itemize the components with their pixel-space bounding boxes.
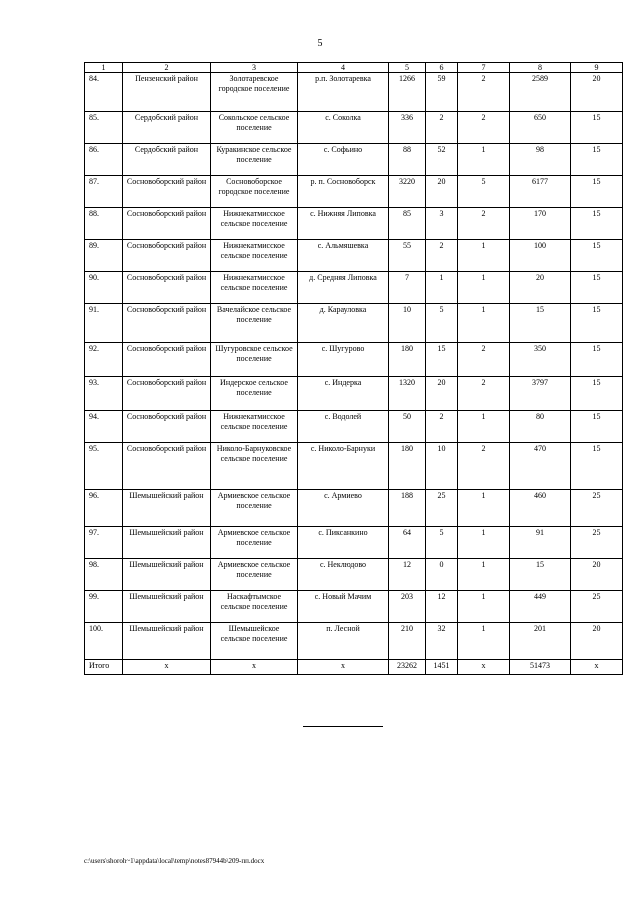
table-cell: 15 <box>571 343 623 377</box>
header-row <box>85 63 623 73</box>
table-cell: Сосновоборское городское поселение <box>211 176 298 208</box>
table-row <box>85 208 623 240</box>
table-cell: 90. <box>85 272 123 304</box>
table-cell: с. Софьино <box>298 144 389 176</box>
table-cell: 20 <box>571 73 623 112</box>
table-cell: 1320 <box>389 377 426 411</box>
table-cell: 1 <box>458 240 510 272</box>
table-row <box>85 527 623 559</box>
table-cell: 15 <box>426 343 458 377</box>
table-cell: 100 <box>510 240 571 272</box>
table-cell: Куракинское сельское поселение <box>211 144 298 176</box>
table-cell: 1 <box>426 272 458 304</box>
total-cell: х <box>298 660 389 675</box>
table-cell: 1 <box>458 490 510 527</box>
table-cell: 84. <box>85 73 123 112</box>
table-cell: д. Средняя Липовка <box>298 272 389 304</box>
table-row <box>85 343 623 377</box>
table-cell: 2 <box>458 377 510 411</box>
total-cell: 1451 <box>426 660 458 675</box>
total-cell: 51473 <box>510 660 571 675</box>
table-cell: 85 <box>389 208 426 240</box>
table-cell: Индерское сельское поселение <box>211 377 298 411</box>
table-cell: п. Лесной <box>298 623 389 660</box>
table-row <box>85 144 623 176</box>
table-row <box>85 411 623 443</box>
total-cell: х <box>571 660 623 675</box>
table-cell: 2 <box>426 411 458 443</box>
table-cell: 5 <box>426 527 458 559</box>
table-cell: 20 <box>426 377 458 411</box>
table-cell: 10 <box>389 304 426 343</box>
table-row <box>85 240 623 272</box>
table-cell: 3 <box>426 208 458 240</box>
page-number: 5 <box>317 38 323 49</box>
table-cell: с. Водолей <box>298 411 389 443</box>
table-cell: 52 <box>426 144 458 176</box>
table-cell: 0 <box>426 559 458 591</box>
table-cell: с. Шугурово <box>298 343 389 377</box>
table-cell: Шемышейский район <box>123 527 211 559</box>
column-header: 5 <box>389 63 426 73</box>
table-cell: 201 <box>510 623 571 660</box>
table-cell: 15 <box>571 208 623 240</box>
table-row <box>85 272 623 304</box>
table-cell: 2 <box>426 112 458 144</box>
table-cell: 100. <box>85 623 123 660</box>
table-cell: 3797 <box>510 377 571 411</box>
column-header: 6 <box>426 63 458 73</box>
table-cell: 15 <box>571 377 623 411</box>
table-cell: 59 <box>426 73 458 112</box>
table-cell: р. п. Сосновоборск <box>298 176 389 208</box>
table-cell: Шемышейское сельское поселение <box>211 623 298 660</box>
table-row <box>85 176 623 208</box>
table-cell: Нижнекатмисское сельское поселение <box>211 272 298 304</box>
table-cell: Сосновоборский район <box>123 240 211 272</box>
table-cell: 1 <box>458 272 510 304</box>
table-cell: 91 <box>510 527 571 559</box>
total-cell: х <box>458 660 510 675</box>
table-cell: 170 <box>510 208 571 240</box>
divider-line <box>303 726 383 727</box>
table-cell: р.п. Золотаревка <box>298 73 389 112</box>
table-cell: 10 <box>426 443 458 490</box>
table-cell: д. Карауловка <box>298 304 389 343</box>
table-cell: 20 <box>510 272 571 304</box>
table-cell: 20 <box>426 176 458 208</box>
table-cell: 3220 <box>389 176 426 208</box>
table-cell: 2589 <box>510 73 571 112</box>
table-cell: Шемышейский район <box>123 559 211 591</box>
file-path-footer: c:\users\shoroh~1\appdata\local\temp\notes87944b\209-пп.docx <box>84 857 265 865</box>
table-cell: Сокольское сельское поселение <box>211 112 298 144</box>
table-cell: 25 <box>426 490 458 527</box>
table-cell: 1 <box>458 144 510 176</box>
table-cell: 6177 <box>510 176 571 208</box>
table-cell: Сосновоборский район <box>123 377 211 411</box>
table-cell: с. Новый Мачим <box>298 591 389 623</box>
table-cell: 650 <box>510 112 571 144</box>
table-cell: 2 <box>458 112 510 144</box>
table-cell: Армиевское сельское поселение <box>211 559 298 591</box>
total-cell: Итого <box>85 660 123 675</box>
table-cell: Золотаревское городское поселение <box>211 73 298 112</box>
table-cell: Сосновоборский район <box>123 208 211 240</box>
table-cell: 210 <box>389 623 426 660</box>
table-row <box>85 623 623 660</box>
table-cell: 1266 <box>389 73 426 112</box>
table-row <box>85 304 623 343</box>
table-cell: 350 <box>510 343 571 377</box>
table-cell: 1 <box>458 623 510 660</box>
table-row <box>85 490 623 527</box>
table-cell: Пензенский район <box>123 73 211 112</box>
table-cell: 85. <box>85 112 123 144</box>
table-cell: Сосновоборский район <box>123 176 211 208</box>
table-cell: 2 <box>458 343 510 377</box>
table-cell: 88 <box>389 144 426 176</box>
table-cell: Шемышейский район <box>123 490 211 527</box>
table-cell: 5 <box>458 176 510 208</box>
table-cell: 2 <box>458 73 510 112</box>
table-cell: 1 <box>458 591 510 623</box>
table-cell: 2 <box>458 208 510 240</box>
table-cell: Армиевское сельское поселение <box>211 527 298 559</box>
table-cell: 97. <box>85 527 123 559</box>
column-header: 3 <box>211 63 298 73</box>
table-cell: с. Альмяшевка <box>298 240 389 272</box>
table-cell: 449 <box>510 591 571 623</box>
table-cell: с. Армиево <box>298 490 389 527</box>
table-cell: 188 <box>389 490 426 527</box>
table-cell: 86. <box>85 144 123 176</box>
table-cell: 15 <box>571 272 623 304</box>
table-cell: 15 <box>571 240 623 272</box>
column-header: 7 <box>458 63 510 73</box>
table-cell: 460 <box>510 490 571 527</box>
table-cell: 15 <box>571 304 623 343</box>
table-cell: Сердобский район <box>123 144 211 176</box>
total-cell: х <box>211 660 298 675</box>
table-cell: Сердобский район <box>123 112 211 144</box>
column-header: 4 <box>298 63 389 73</box>
table-cell: 336 <box>389 112 426 144</box>
table-cell: Наскафтымское сельское поселение <box>211 591 298 623</box>
column-header: 2 <box>123 63 211 73</box>
table-cell: 15 <box>571 144 623 176</box>
table-cell: 470 <box>510 443 571 490</box>
table-cell: 93. <box>85 377 123 411</box>
table-cell: Николо-Барнуковское сельское поселение <box>211 443 298 490</box>
table-cell: 89. <box>85 240 123 272</box>
table-cell: 91. <box>85 304 123 343</box>
table-cell: 96. <box>85 490 123 527</box>
table-cell: с. Соколка <box>298 112 389 144</box>
table-cell: Нижнекатмисское сельское поселение <box>211 240 298 272</box>
table-cell: 1 <box>458 304 510 343</box>
table-cell: 1 <box>458 527 510 559</box>
table-cell: 25 <box>571 490 623 527</box>
table-cell: Нижнекатмисское сельское поселение <box>211 411 298 443</box>
table-cell: 180 <box>389 443 426 490</box>
column-header: 9 <box>571 63 623 73</box>
table-cell: 50 <box>389 411 426 443</box>
table-cell: 15 <box>571 443 623 490</box>
table-cell: Сосновоборский район <box>123 343 211 377</box>
column-header: 1 <box>85 63 123 73</box>
table-cell: 55 <box>389 240 426 272</box>
table-cell: Шугуровское сельское поселение <box>211 343 298 377</box>
table-cell: 98 <box>510 144 571 176</box>
table-cell: Сосновоборский район <box>123 411 211 443</box>
table-cell: 25 <box>571 591 623 623</box>
table-cell: 94. <box>85 411 123 443</box>
table-cell: 15 <box>571 112 623 144</box>
table-row <box>85 443 623 490</box>
table-row <box>85 73 623 112</box>
table-cell: 180 <box>389 343 426 377</box>
table-cell: с. Пиксанкино <box>298 527 389 559</box>
table-cell: Шемышейский район <box>123 591 211 623</box>
table-cell: с. Индерка <box>298 377 389 411</box>
table-cell: 95. <box>85 443 123 490</box>
table-cell: Сосновоборский район <box>123 272 211 304</box>
table-cell: 25 <box>571 527 623 559</box>
column-header: 8 <box>510 63 571 73</box>
table-row <box>85 112 623 144</box>
table-cell: 2 <box>458 443 510 490</box>
table-cell: Сосновоборский район <box>123 304 211 343</box>
total-row <box>85 660 623 675</box>
table-cell: 15 <box>571 176 623 208</box>
table-cell: 1 <box>458 411 510 443</box>
table-cell: 20 <box>571 559 623 591</box>
total-cell: 23262 <box>389 660 426 675</box>
table-cell: 92. <box>85 343 123 377</box>
table-cell: 64 <box>389 527 426 559</box>
table-cell: 88. <box>85 208 123 240</box>
table-cell: 2 <box>426 240 458 272</box>
table-cell: 32 <box>426 623 458 660</box>
table-cell: 7 <box>389 272 426 304</box>
table-row <box>85 377 623 411</box>
table-cell: 5 <box>426 304 458 343</box>
data-table <box>84 62 623 675</box>
table-cell: 203 <box>389 591 426 623</box>
table-row <box>85 591 623 623</box>
table-cell: Вачелайское сельское поселение <box>211 304 298 343</box>
table-cell: 99. <box>85 591 123 623</box>
table-cell: с. Николо-Барнуки <box>298 443 389 490</box>
table-row <box>85 559 623 591</box>
table-cell: Нижнекатмисское сельское поселение <box>211 208 298 240</box>
table-cell: с. Нижняя Липовка <box>298 208 389 240</box>
table-cell: Сосновоборский район <box>123 443 211 490</box>
table-cell: с. Неклюдово <box>298 559 389 591</box>
table-cell: 1 <box>458 559 510 591</box>
table-cell: 80 <box>510 411 571 443</box>
table-cell: 98. <box>85 559 123 591</box>
table-cell: 12 <box>426 591 458 623</box>
table-cell: 15 <box>571 411 623 443</box>
total-cell: х <box>123 660 211 675</box>
table-cell: 15 <box>510 559 571 591</box>
table-cell: Шемышейский район <box>123 623 211 660</box>
table-cell: 15 <box>510 304 571 343</box>
table-cell: 87. <box>85 176 123 208</box>
table-cell: Армиевское сельское поселение <box>211 490 298 527</box>
table-cell: 20 <box>571 623 623 660</box>
table-cell: 12 <box>389 559 426 591</box>
